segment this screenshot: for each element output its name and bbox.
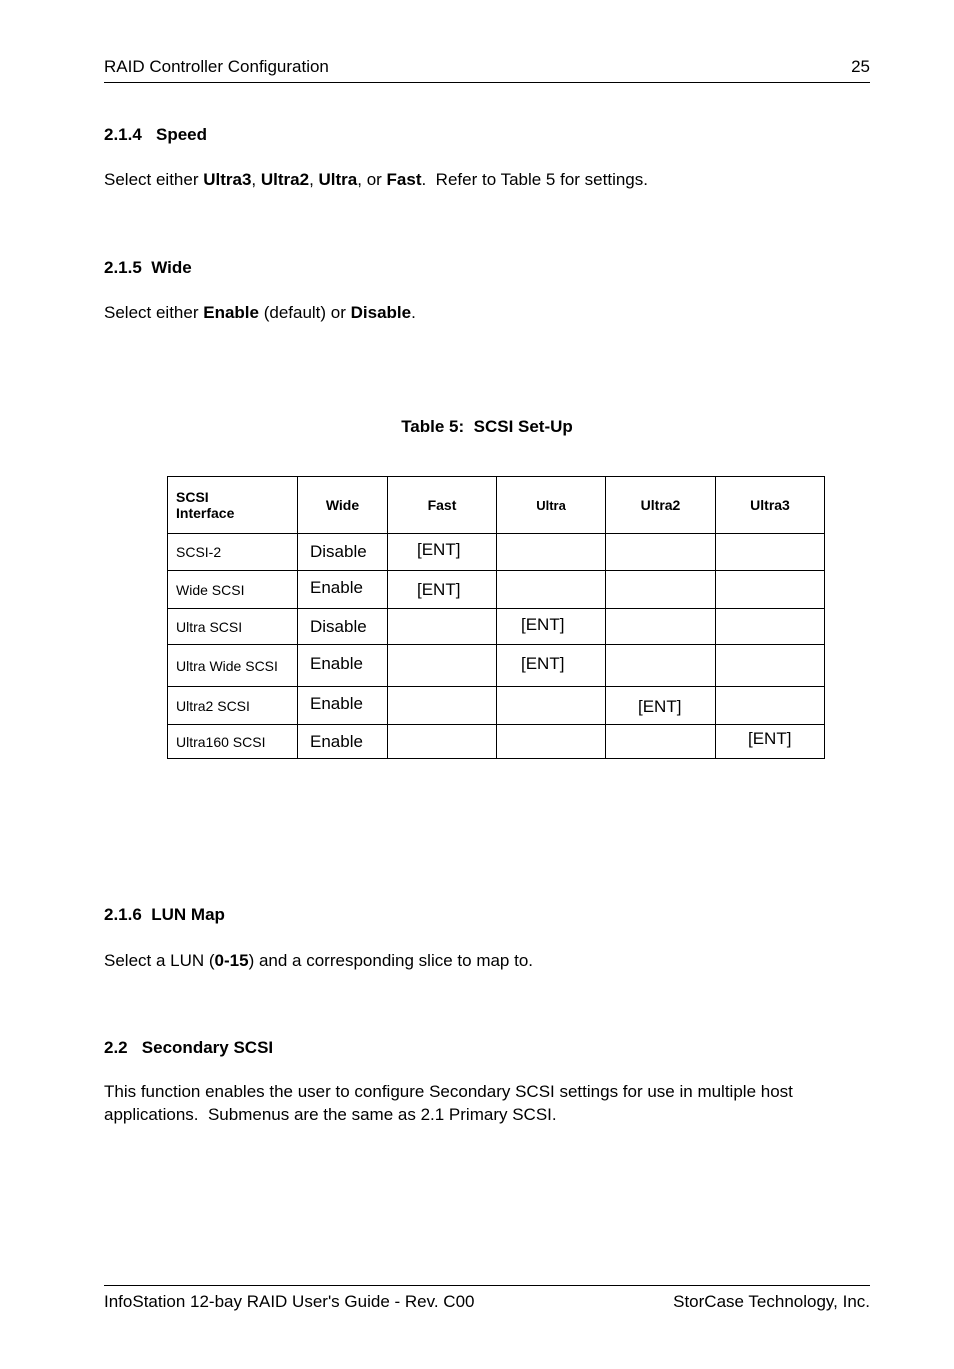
- secondary-scsi-paragraph: [104, 1080, 874, 1126]
- page-number: 25: [851, 57, 870, 76]
- ultra3-cell: [ENT]: [716, 725, 825, 759]
- footer-rule: [104, 1285, 870, 1286]
- secondary-line-1: This function enables the user to configure Secondary SCSI settings for use in multiple host: [104, 1082, 793, 1101]
- section-heading-speed: 2.1.4 Speed: [104, 125, 207, 144]
- table-row: [168, 571, 825, 609]
- table-row: [168, 687, 825, 725]
- table-row: [168, 645, 825, 687]
- column-header-ultra3: Ultra3: [716, 477, 825, 534]
- table-row: [168, 725, 825, 759]
- table-header-row: [168, 477, 825, 534]
- fast-cell: [388, 645, 497, 687]
- interface-cell: Wide SCSI: [168, 571, 298, 609]
- ultra3-cell: [716, 534, 825, 571]
- column-header-wide: Wide: [298, 477, 388, 534]
- ultra2-cell: [606, 725, 716, 759]
- ultra2-cell: [606, 645, 716, 687]
- column-header-fast: Fast: [388, 477, 497, 534]
- section-heading-secondary-scsi: 2.2 Secondary SCSI: [104, 1038, 274, 1057]
- table-row: [168, 609, 825, 645]
- table-row: [168, 534, 825, 571]
- ultra-cell: [ENT]: [497, 609, 606, 645]
- secondary-line-2: applications. Submenus are the same as 2.1 Primary SCSI.: [104, 1105, 557, 1124]
- interface-cell: Ultra Wide SCSI: [168, 645, 298, 687]
- section-heading-wide: 2.1.5 Wide: [104, 258, 192, 277]
- column-header-ultra: Ultra: [497, 477, 606, 534]
- section-heading-lun-map: 2.1.6 LUN Map: [104, 905, 225, 924]
- ultra3-cell: [716, 609, 825, 645]
- ultra3-cell: [716, 571, 825, 609]
- ultra2-cell: [606, 534, 716, 571]
- ultra-cell: [497, 534, 606, 571]
- wide-cell: Disable: [298, 609, 388, 645]
- speed-paragraph: Select either Ultra3, Ultra2, Ultra, or Fast. Refer to Table 5 for settings.: [104, 170, 648, 189]
- interface-cell: Ultra SCSI: [168, 609, 298, 645]
- fast-cell: [ENT]: [388, 534, 497, 571]
- scsi-setup-table: [167, 476, 825, 759]
- fast-cell: [388, 725, 497, 759]
- ultra2-cell: [ENT]: [606, 687, 716, 725]
- wide-cell: Disable: [298, 534, 388, 571]
- wide-cell: Enable: [298, 687, 388, 725]
- ultra2-cell: [606, 609, 716, 645]
- ultra-cell: [497, 725, 606, 759]
- interface-cell: SCSI-2: [168, 534, 298, 571]
- table-caption: Table 5: SCSI Set-Up: [401, 417, 573, 436]
- fast-cell: [388, 609, 497, 645]
- wide-cell: Enable: [298, 571, 388, 609]
- header-title: RAID Controller Configuration: [104, 57, 329, 76]
- column-header-ultra2: Ultra2: [606, 477, 716, 534]
- footer-document-title: InfoStation 12-bay RAID User's Guide - Rev. C00: [104, 1292, 475, 1311]
- ultra-cell: [497, 571, 606, 609]
- footer-company: StorCase Technology, Inc.: [673, 1292, 870, 1311]
- ultra2-cell: [606, 571, 716, 609]
- wide-paragraph: Select either Enable (default) or Disable.: [104, 303, 416, 322]
- fast-cell: [ENT]: [388, 571, 497, 609]
- ultra3-cell: [716, 687, 825, 725]
- fast-cell: [388, 687, 497, 725]
- wide-cell: Enable: [298, 645, 388, 687]
- column-header-interface: SCSI Interface: [168, 477, 298, 534]
- header-rule: [104, 82, 870, 83]
- lun-map-paragraph: Select a LUN (0-15) and a corresponding slice to map to.: [104, 951, 534, 970]
- interface-cell: Ultra160 SCSI: [168, 725, 298, 759]
- wide-cell: Enable: [298, 725, 388, 759]
- ultra-cell: [ENT]: [497, 645, 606, 687]
- interface-cell: Ultra2 SCSI: [168, 687, 298, 725]
- ultra3-cell: [716, 645, 825, 687]
- ultra-cell: [497, 687, 606, 725]
